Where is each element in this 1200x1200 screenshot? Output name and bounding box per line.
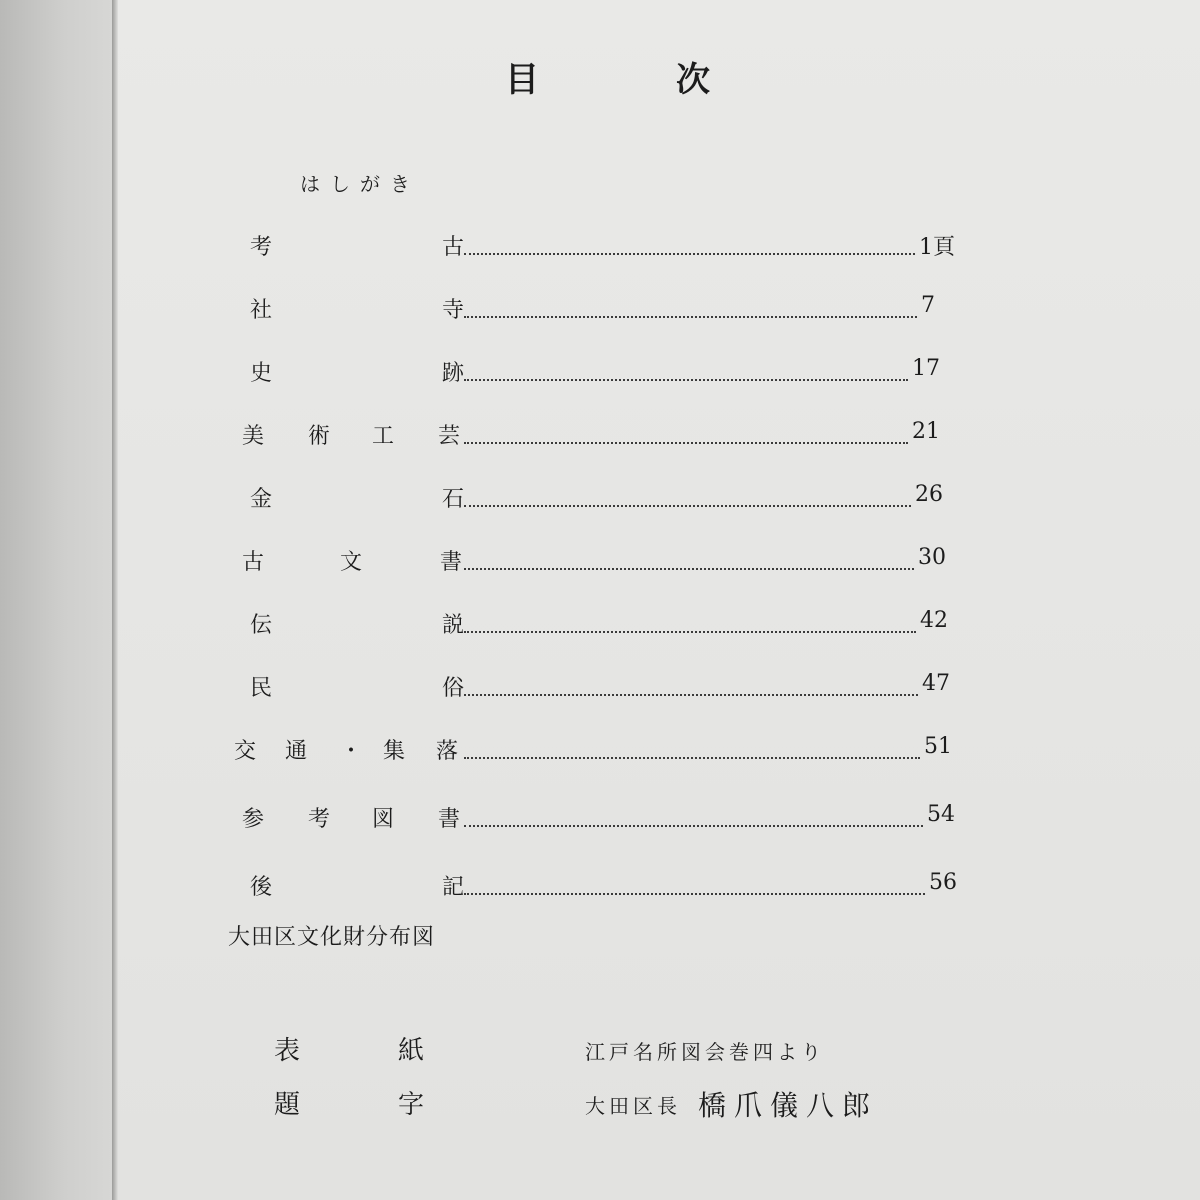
credit-label-cover-char-2: 紙 [398, 1036, 425, 1066]
credit-label-calligraphy-char-2: 字 [398, 1090, 425, 1120]
toc-entry-char: 俗 [442, 676, 465, 701]
toc-entry-char: 交 [234, 739, 257, 764]
toc-row [0, 478, 1200, 518]
toc-entry-char: 石 [442, 487, 465, 512]
toc-dot-leader [464, 893, 925, 895]
toc-dot-leader [464, 442, 908, 444]
preface-heading: はしがき [300, 172, 420, 196]
toc-dot-leader [464, 316, 917, 318]
toc-entry-char: 文 [340, 550, 363, 575]
toc-entry-char: 記 [442, 875, 465, 900]
toc-dot-leader [464, 568, 914, 570]
toc-entry-char: 寺 [442, 298, 465, 323]
toc-row [0, 226, 1200, 266]
toc-entry-char: 古 [242, 550, 265, 575]
toc-page-number: 7 [921, 293, 935, 318]
toc-entry-char: 考 [308, 807, 331, 832]
page-title-char-1: 目 [505, 60, 539, 100]
toc-entry-char: 後 [250, 875, 273, 900]
toc-row [0, 541, 1200, 581]
toc-entry-char: 集 [383, 739, 406, 764]
toc-entry-char: 落 [436, 739, 459, 764]
toc-entry-char: ・ [340, 739, 363, 764]
toc-entry-char: 社 [250, 298, 273, 323]
toc-entry-char: 跡 [442, 361, 465, 386]
toc-row [0, 604, 1200, 644]
toc-dot-leader [464, 825, 923, 827]
toc-page-number: 21 [912, 419, 940, 444]
toc-page-number: 47 [922, 671, 950, 696]
toc-page-number: 17 [912, 356, 940, 381]
credit-value-cover: 江戸名所図会巻四より [585, 1040, 825, 1064]
toc-row [0, 289, 1200, 329]
toc-entry-char: 工 [372, 424, 395, 449]
toc-dot-leader [464, 379, 908, 381]
toc-row [0, 866, 1200, 906]
credit-value-calligraphy-title: 大田区長 [585, 1094, 681, 1118]
toc-row [0, 798, 1200, 838]
toc-entry-char: 芸 [438, 424, 461, 449]
toc-entry-char: 民 [250, 676, 273, 701]
toc-dot-leader [464, 694, 918, 696]
toc-entry-char: 術 [308, 424, 331, 449]
toc-row [0, 352, 1200, 392]
toc-entry-char: 古 [442, 235, 465, 260]
toc-page-number: 42 [920, 608, 948, 633]
toc-entry-char: 史 [250, 361, 273, 386]
credit-value-calligraphy-name: 橋爪儀八郎 [698, 1089, 879, 1122]
facing-page-margin [0, 0, 118, 1200]
toc-row [0, 667, 1200, 707]
toc-dot-leader [464, 757, 920, 759]
toc-entry-char: 書 [440, 550, 463, 575]
toc-entry-char: 説 [442, 613, 465, 638]
credit-label-calligraphy-char-1: 題 [274, 1090, 301, 1120]
credit-label-cover-char-1: 表 [274, 1036, 301, 1066]
toc-entry-char: 金 [250, 487, 273, 512]
toc-page-number: 54 [927, 802, 955, 827]
toc-page-number: 56 [929, 870, 957, 895]
toc-page-number: 30 [918, 545, 946, 570]
toc-page-number: 51 [924, 734, 952, 759]
toc-page-number: 26 [915, 482, 943, 507]
toc-entry-char: 美 [242, 424, 265, 449]
toc-entry-char: 参 [242, 807, 265, 832]
book-page [118, 0, 1200, 1200]
toc-dot-leader [464, 253, 915, 255]
toc-row [0, 730, 1200, 770]
page-title-char-2: 次 [676, 60, 710, 100]
toc-page-number: 1頁 [919, 235, 955, 260]
toc-dot-leader [464, 505, 911, 507]
toc-entry-char: 図 [372, 807, 395, 832]
toc-entry-char: 考 [250, 235, 273, 260]
toc-entry-char: 書 [438, 807, 461, 832]
toc-entry-char: 伝 [250, 613, 273, 638]
toc-row [0, 415, 1200, 455]
map-title: 大田区文化財分布図 [228, 925, 436, 950]
toc-dot-leader [464, 631, 916, 633]
toc-entry-char: 通 [285, 739, 308, 764]
